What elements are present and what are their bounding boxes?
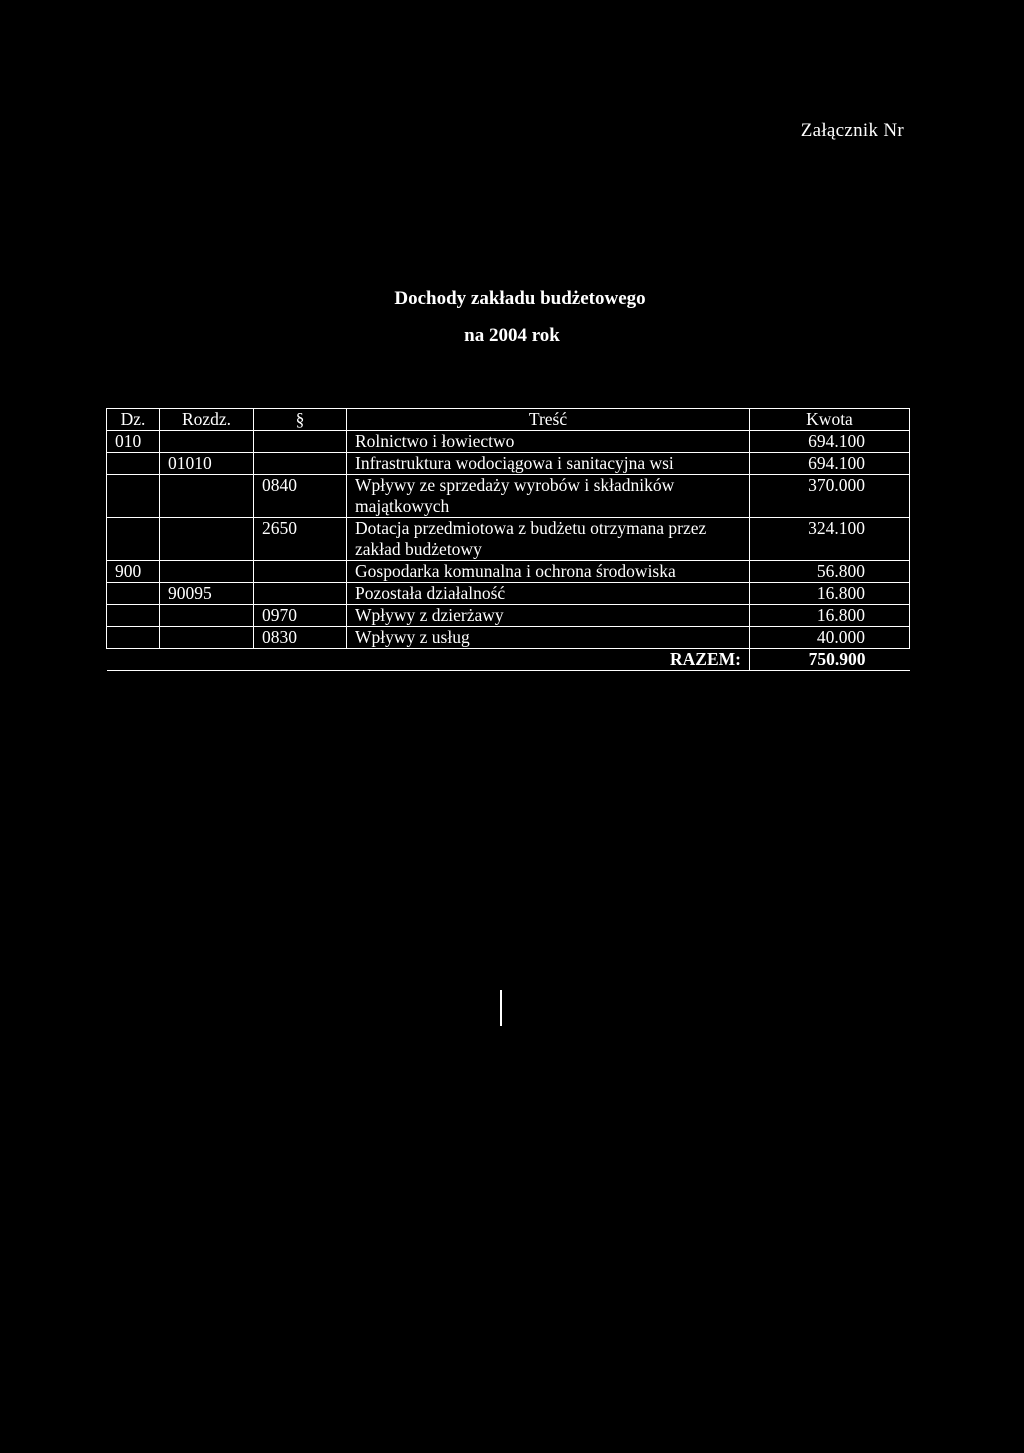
- cell-kwota: 370.000: [750, 475, 910, 518]
- cell-dz: [107, 518, 160, 561]
- cell-rozdz: [160, 605, 254, 627]
- cell-dz: 010: [107, 431, 160, 453]
- cell-kwota: 16.800: [750, 605, 910, 627]
- header-dz: Dz.: [107, 409, 160, 431]
- cell-dz: [107, 583, 160, 605]
- cell-tresc: Pozostała działalność: [347, 583, 750, 605]
- cell-tresc: Wpływy ze sprzedaży wyrobów i składników majątkowych: [347, 475, 750, 518]
- cell-kwota: 40.000: [750, 627, 910, 649]
- table-row: [107, 605, 910, 627]
- cell-paragraph: 2650: [254, 518, 347, 561]
- cell-kwota: 324.100: [750, 518, 910, 561]
- cell-dz: 900: [107, 561, 160, 583]
- cell-paragraph: 0970: [254, 605, 347, 627]
- table-header-row: [107, 409, 910, 431]
- cell-tresc: Rolnictwo i łowiectwo: [347, 431, 750, 453]
- cell-rozdz: [160, 475, 254, 518]
- cell-tresc: Wpływy z dzierżawy: [347, 605, 750, 627]
- cell-paragraph: [254, 583, 347, 605]
- table-row: [107, 518, 910, 561]
- revenue-table: [106, 408, 910, 671]
- table-row: [107, 475, 910, 518]
- cell-paragraph: [254, 453, 347, 475]
- header-tresc: Treść: [347, 409, 750, 431]
- cell-tresc: Infrastruktura wodociągowa i sanitacyjna wsi: [347, 453, 750, 475]
- table-row: [107, 561, 910, 583]
- cell-tresc: Wpływy z usług: [347, 627, 750, 649]
- cell-kwota: 16.800: [750, 583, 910, 605]
- table-row: [107, 453, 910, 475]
- cell-rozdz: [160, 561, 254, 583]
- cell-paragraph: 0830: [254, 627, 347, 649]
- cell-tresc: Gospodarka komunalna i ochrona środowiska: [347, 561, 750, 583]
- cell-paragraph: [254, 431, 347, 453]
- cell-rozdz: [160, 431, 254, 453]
- cell-dz: [107, 475, 160, 518]
- cell-kwota: 694.100: [750, 431, 910, 453]
- cell-dz: [107, 627, 160, 649]
- cell-rozdz: 01010: [160, 453, 254, 475]
- table-row: [107, 627, 910, 649]
- cell-rozdz: [160, 627, 254, 649]
- scan-mark: [500, 990, 502, 1026]
- cell-dz: [107, 453, 160, 475]
- cell-kwota: 694.100: [750, 453, 910, 475]
- cell-paragraph: 0840: [254, 475, 347, 518]
- header-kwota: Kwota: [750, 409, 910, 431]
- total-value: 750.900: [750, 649, 910, 671]
- cell-kwota: 56.800: [750, 561, 910, 583]
- cell-dz: [107, 605, 160, 627]
- cell-tresc: Dotacja przedmiotowa z budżetu otrzymana przez zakład budżetowy: [347, 518, 750, 561]
- table-row: [107, 431, 910, 453]
- header-paragraph: §: [254, 409, 347, 431]
- cell-paragraph: [254, 561, 347, 583]
- annex-label: Załącznik Nr: [800, 120, 904, 141]
- cell-rozdz: [160, 518, 254, 561]
- header-rozdz: Rozdz.: [160, 409, 254, 431]
- cell-rozdz: 90095: [160, 583, 254, 605]
- total-row: [107, 649, 910, 671]
- table-row: [107, 583, 910, 605]
- document-title: Dochody zakładu budżetowego: [394, 288, 646, 309]
- document-subtitle: na 2004 rok: [464, 325, 560, 346]
- total-label: RAZEM:: [107, 649, 750, 671]
